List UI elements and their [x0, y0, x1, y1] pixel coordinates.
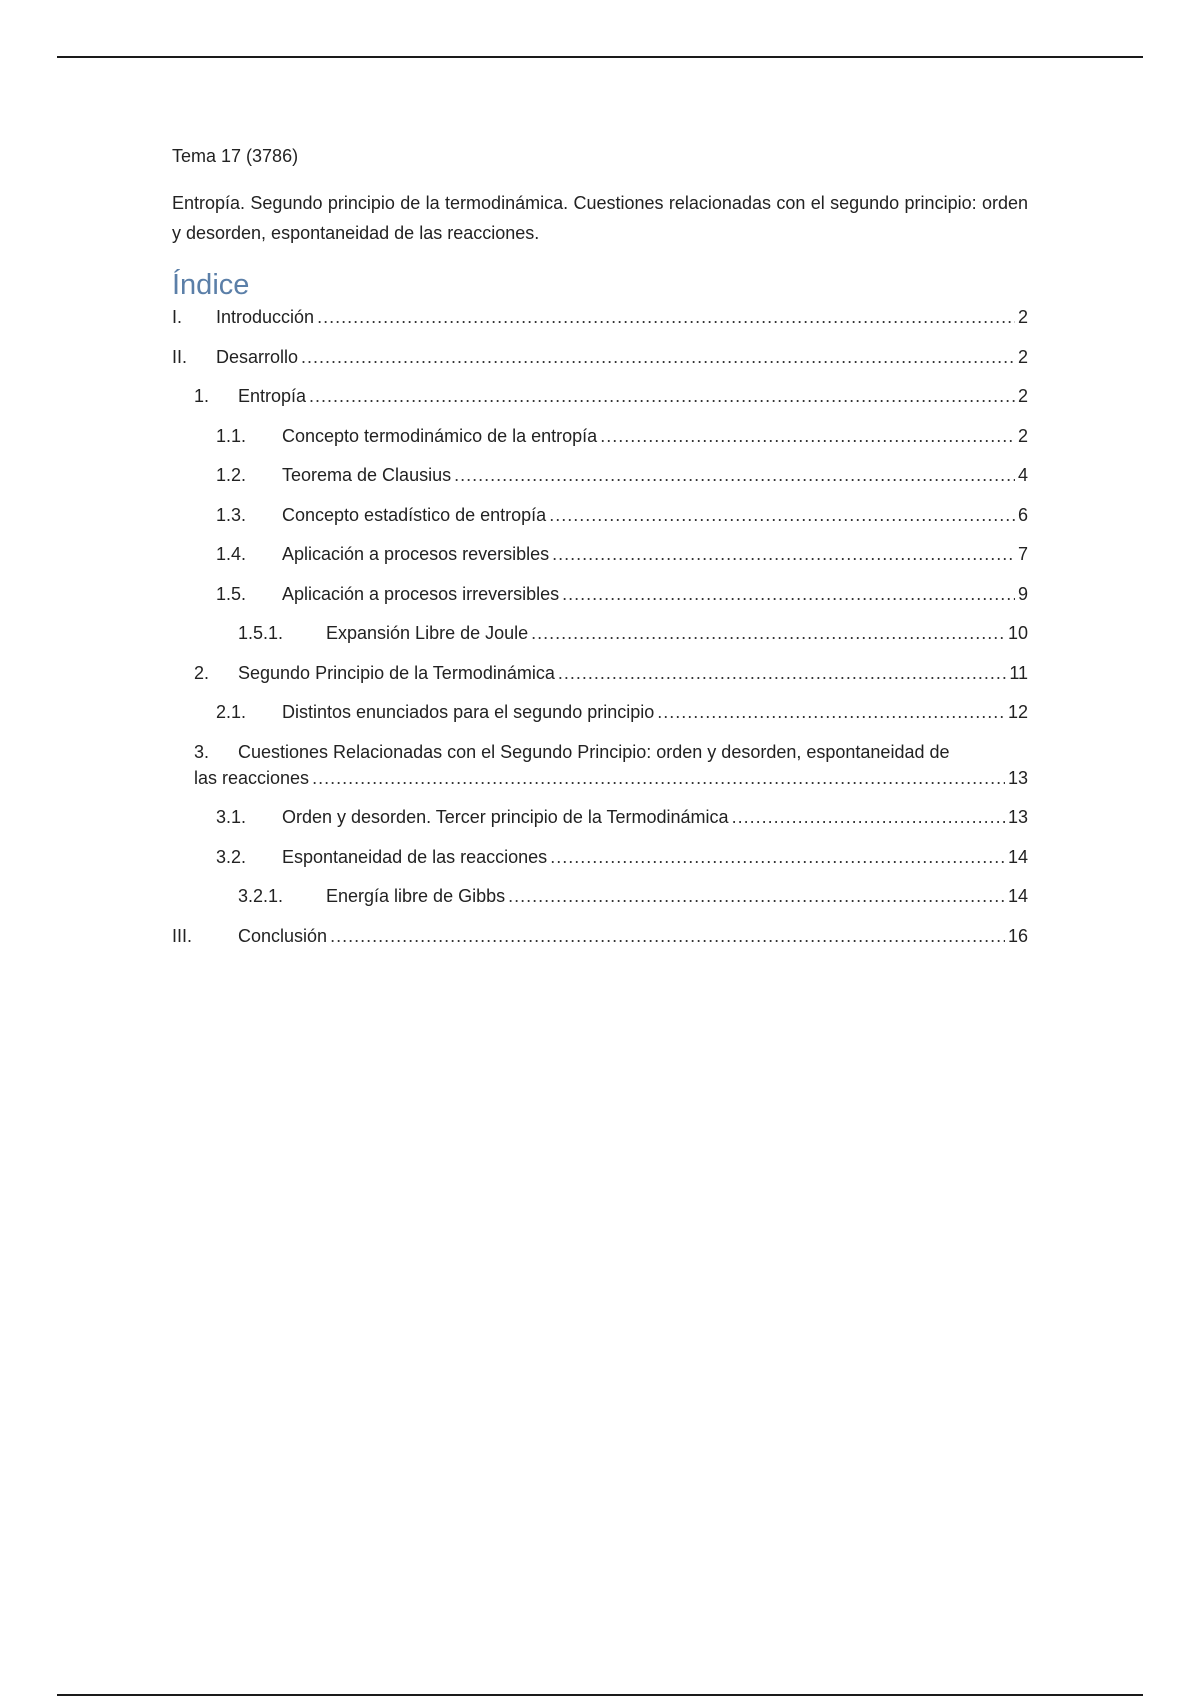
footer-rule: [57, 1694, 1143, 1696]
toc-entry-head: [194, 739, 950, 765]
toc-entry-title: Aplicación a procesos reversibles: [282, 544, 550, 564]
toc-entry-title: Distintos enunciados para el segundo principio: [282, 702, 655, 722]
toc-entry-entropia[interactable]: [172, 383, 1028, 409]
toc-entry-conclusion[interactable]: [172, 923, 1028, 949]
toc-entry-number: 3.2.: [216, 846, 247, 867]
document-body: [172, 144, 1028, 962]
toc-entry-title: Espontaneidad de las reacciones: [282, 846, 548, 867]
toc-entry-page: 13: [1007, 767, 1028, 788]
toc-entry-number: II.: [172, 346, 188, 367]
toc-entry-page: 2: [1017, 346, 1028, 367]
toc-entry-number: 1.: [194, 386, 210, 406]
toc-entry-page: 10: [1007, 623, 1028, 643]
toc-entry-page: 12: [1007, 702, 1028, 722]
header-rule: [57, 56, 1143, 58]
toc-entry-3-1[interactable]: [172, 804, 1028, 830]
toc-dot-leader: [558, 660, 1006, 686]
toc-entry-title: Cuestiones Relacionadas con el Segundo Principio: orden y desorden, espontaneidad de: [238, 741, 950, 762]
toc-entry-title: Teorema de Clausius: [282, 465, 452, 485]
toc-entry-page: 2: [1017, 425, 1028, 446]
toc-dot-leader: [549, 502, 1015, 528]
toc-entry-1-1[interactable]: [172, 423, 1028, 449]
toc-entry-number: I.: [172, 307, 183, 327]
toc-entry-desarrollo[interactable]: [172, 344, 1028, 370]
toc-entry-title-continued: las reacciones: [194, 767, 310, 788]
toc-entry-page: 4: [1017, 465, 1028, 485]
table-of-contents: [172, 304, 1028, 949]
toc-entry-page: 2: [1017, 386, 1028, 406]
toc-dot-leader: [454, 462, 1015, 488]
toc-entry-number: 1.2.: [216, 465, 247, 485]
toc-entry-title: Aplicación a procesos irreversibles: [282, 583, 560, 604]
toc-dot-leader: [317, 304, 1015, 330]
toc-entry-page: 9: [1017, 583, 1028, 604]
toc-entry-1-2[interactable]: [172, 462, 1028, 488]
toc-entry-number: 1.5.1.: [238, 623, 284, 643]
toc-entry-page: 11: [1009, 662, 1028, 683]
toc-entry-number: 1.4.: [216, 544, 247, 564]
toc-dot-leader: [309, 383, 1015, 409]
toc-entry-number: 3.: [194, 741, 210, 762]
toc-entry-title: Orden y desorden. Tercer principio de la Termodinámica: [282, 807, 729, 827]
toc-entry-number: 1.5.: [216, 583, 247, 604]
toc-entry-line: [194, 765, 1028, 791]
toc-entry-page: 14: [1007, 846, 1028, 867]
toc-entry-title: Concepto termodinámico de la entropía: [282, 425, 598, 446]
topic-subject: Entropía. Segundo principio de la termodinámica. Cuestiones relacionadas con el segundo principio: orden y desorden, espontaneidad de las reacciones.: [172, 193, 1028, 243]
toc-entry-page: 14: [1007, 886, 1028, 906]
toc-entry-title: Introducción: [216, 307, 315, 327]
toc-dot-leader: [552, 541, 1015, 567]
toc-entry-page: 2: [1017, 307, 1028, 327]
toc-dot-leader: [657, 699, 1005, 725]
toc-entry-2-1[interactable]: [172, 699, 1028, 725]
toc-entry-segundo-principio[interactable]: [172, 660, 1028, 686]
toc-entry-page: 6: [1017, 504, 1028, 525]
toc-entry-title: Concepto estadístico de entropía: [282, 504, 547, 525]
toc-entry-title: Energía libre de Gibbs: [326, 886, 506, 906]
toc-entry-title: Conclusión: [238, 925, 328, 946]
toc-dot-leader: [562, 581, 1015, 607]
toc-heading: Índice: [172, 269, 250, 301]
toc-entry-number: 1.1.: [216, 425, 247, 446]
toc-entry-title: Entropía: [238, 386, 307, 406]
toc-dot-leader: [508, 883, 1005, 909]
toc-entry-3-2[interactable]: [172, 844, 1028, 870]
toc-entry-cuestiones[interactable]: [172, 739, 1028, 791]
toc-entry-number: 2.: [194, 662, 210, 683]
toc-dot-leader: [301, 344, 1015, 370]
toc-entry-1-4[interactable]: [172, 541, 1028, 567]
toc-entry-1-3[interactable]: [172, 502, 1028, 528]
toc-entry-line: [194, 739, 1028, 765]
toc-entry-page: 7: [1017, 544, 1028, 564]
toc-entry-title: Expansión Libre de Joule: [326, 623, 529, 643]
toc-dot-leader: [312, 765, 1005, 791]
toc-entry-title: Desarrollo: [216, 346, 299, 367]
toc-entry-number: 2.1.: [216, 702, 247, 722]
toc-dot-leader: [531, 620, 1005, 646]
toc-entry-number: 3.1.: [216, 807, 247, 827]
toc-entry-number: III.: [172, 925, 193, 946]
toc-entry-page: 13: [1007, 807, 1028, 827]
toc-dot-leader: [550, 844, 1005, 870]
toc-entry-introduccion[interactable]: [172, 304, 1028, 330]
toc-dot-leader: [732, 804, 1005, 830]
toc-entry-number: 1.3.: [216, 504, 247, 525]
toc-entry-3-2-1[interactable]: [172, 883, 1028, 909]
toc-entry-1-5[interactable]: [172, 581, 1028, 607]
topic-number: Tema 17 (3786): [172, 146, 299, 166]
toc-entry-1-5-1[interactable]: [172, 620, 1028, 646]
toc-entry-title: Segundo Principio de la Termodinámica: [238, 662, 555, 683]
toc-entry-number: 3.2.1.: [238, 886, 284, 906]
toc-dot-leader: [600, 423, 1015, 449]
toc-dot-leader: [330, 923, 1005, 949]
toc-entry-page: 16: [1007, 925, 1028, 946]
